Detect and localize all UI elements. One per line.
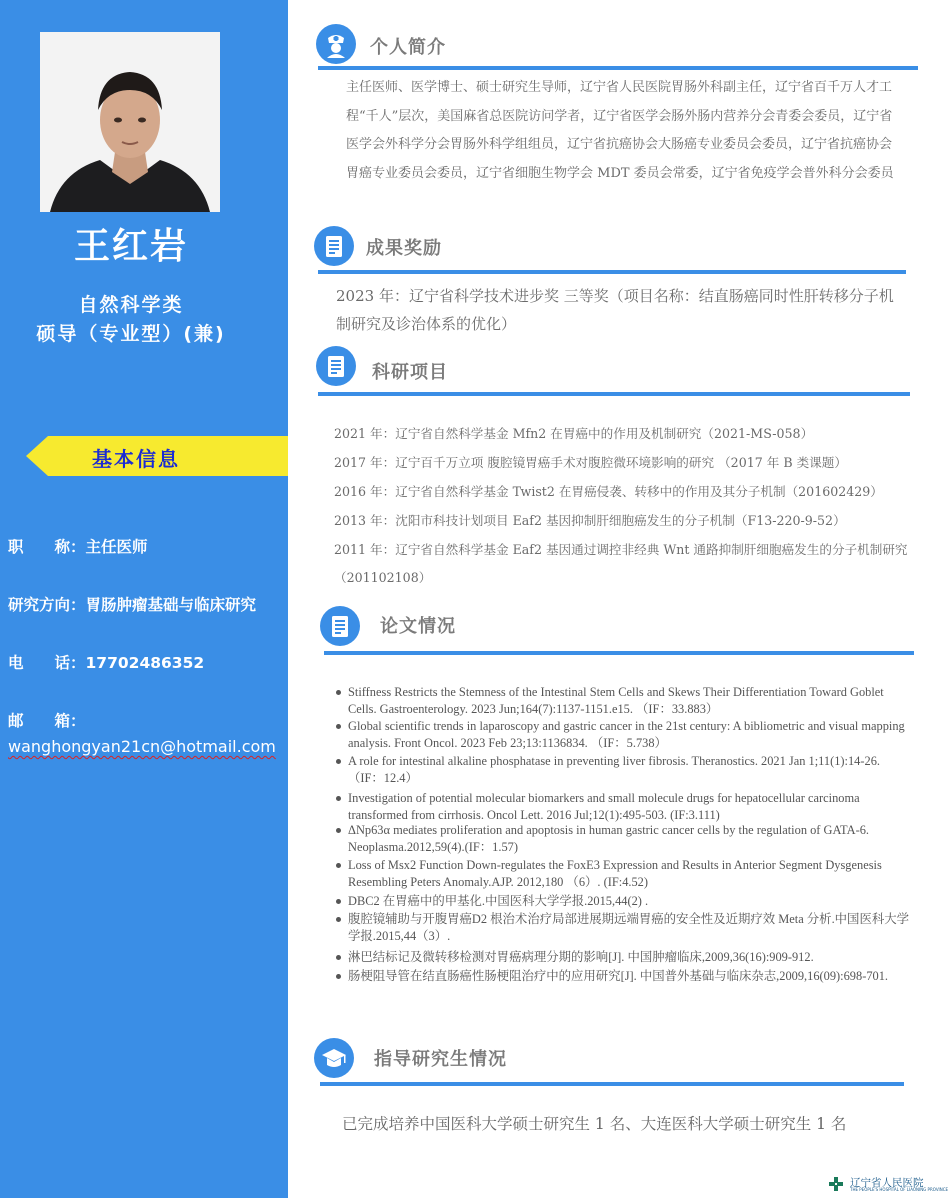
document-icon: [314, 226, 354, 266]
info-email-value[interactable]: [8, 737, 276, 756]
bio-section-rule: [318, 66, 918, 70]
info-label: 邮 箱：: [8, 712, 86, 730]
bio-section-title: 个人简介: [370, 37, 446, 58]
projects-section-rule: [318, 392, 910, 396]
sidebar: [0, 0, 288, 1198]
hospital-logo: [828, 1174, 948, 1196]
bullet-icon: [336, 955, 341, 960]
info-value: 胃肠肿瘤基础与临床研究: [85, 596, 257, 614]
hospital-logo-subtext: THE PEOPLE'S HOSPITAL OF LIAONING PROVINCE: [850, 1187, 948, 1192]
projects-section-title: 科研项目: [372, 362, 448, 383]
students-text: 已完成培养中国医科大学硕士研究生 1 名、大连医科大学硕士研究生 1 名: [342, 1115, 847, 1133]
graduation-cap-icon: [314, 1038, 354, 1078]
paper-item: Loss of Msx2 Function Down-regulates the FoxE3 Expression and Results in Anterior Segment Dysgenesis Resembling Peters Anomaly.AJP. 2012,180 （6）. (IF:4.52): [336, 857, 914, 890]
info-label: 研究方向：: [8, 596, 86, 614]
document-icon: [320, 606, 360, 646]
hospital-logo-text: 辽宁省人民医院: [850, 1177, 924, 1189]
awards-section-rule: [318, 270, 906, 274]
students-section-rule: [320, 1082, 904, 1086]
paper-item: ΔNp63α mediates proliferation and apoptosis in human gastric cancer cells by the regulation of GATA-6. Neoplasma.2012,59(4).(IF：1.57): [336, 822, 914, 855]
paper-item: Global scientific trends in laparoscopy and gastric cancer in the 21st century: A bibliometric and visual mapping analysis. Front Oncol. 2023 Feb 23;13:1136834. （IF：5.738）: [336, 718, 914, 751]
awards-section-title: 成果奖励: [366, 238, 442, 259]
paper-item: 腹腔镜辅助与开腹胃癌D2 根治术治疗局部进展期远端胃癌的安全性及近期疗效 Meta 分析.中国医科大学学报.2015,44（3）.: [336, 911, 914, 944]
project-item: 2011 年：辽宁省自然科学基金 Eaf2 基因通过调控非经典 Wnt 通路抑制肝细胞癌发生的分子机制研究（201102108）: [334, 542, 908, 585]
info-research-row: [8, 593, 256, 615]
info-label: 职 称：: [8, 538, 86, 556]
info-label: 电 话：: [8, 654, 86, 672]
award-text: 2023 年：辽宁省科学技术进步奖 三等奖（项目名称：结直肠癌同时性肝转移分子机制研究及诊治体系的优化）: [336, 287, 894, 333]
paper-item: DBC2 在胃癌中的甲基化.中国医科大学学报.2015,44(2) .: [336, 893, 914, 910]
email-link[interactable]: wanghongyan21cn@hotmail.com: [8, 737, 276, 756]
students-section-title: 指导研究生情况: [374, 1049, 507, 1070]
paper-item: Investigation of potential molecular biomarkers and small molecule drugs for hepatocellular carcinoma transformed from cirrhosis. Oncol Lett. 2016 Jul;12(1):495-503. (IF:3.111): [336, 790, 914, 823]
info-title-row: [8, 535, 148, 557]
info-value: 主任医师: [85, 538, 148, 556]
bullet-icon: [336, 899, 341, 904]
info-email-label-row: [8, 709, 86, 731]
project-item: 2013 年：沈阳市科技计划项目 Eaf2 基因抑制肝细胞癌发生的分子机制（F13-220-9-52）: [334, 513, 846, 528]
hospital-logo-icon: [828, 1176, 844, 1192]
info-phone-row: [8, 651, 204, 673]
info-value: 17702486352: [85, 654, 205, 672]
category-line: 自然科学类: [78, 294, 184, 316]
bullet-icon: [336, 690, 341, 695]
document-icon: [316, 346, 356, 386]
papers-section-title: 论文情况: [380, 616, 456, 637]
paper-item: 肠梗阻导管在结直肠癌性肠梗阻治疗中的应用研究[J]. 中国普外基础与临床杂志,2009,16(09):698-701.: [336, 968, 914, 985]
bullet-icon: [336, 724, 341, 729]
project-item: 2017 年：辽宁百千万立项 腹腔镜胃癌手术对腹腔微环境影响的研究 （2017 年 B 类课题）: [334, 455, 847, 470]
avatar: [40, 32, 220, 212]
paper-item: 淋巴结标记及微转移检测对胃癌病理分期的影响[J]. 中国肿瘤临床,2009,36(16):909-912.: [336, 949, 914, 966]
person-name: 王红岩: [73, 226, 188, 267]
bullet-icon: [336, 974, 341, 979]
papers-section-rule: [324, 651, 914, 655]
paper-item: A role for intestinal alkaline phosphatase in preventing liver fibrosis. Theranostics. 2021 Jan 1;11(1):14-26. （IF：12.4）: [336, 753, 914, 786]
paper-item: Stiffness Restricts the Stemness of the Intestinal Stem Cells and Skews Their Differentiation Toward Goblet Cells. Gastroenterology. 2023 Jun;164(7):1137-1151.e15. （IF：33.883）: [336, 684, 914, 717]
basic-info-heading: 基本信息: [92, 447, 180, 471]
project-item: 2016 年：辽宁省自然科学基金 Twist2 在胃癌侵袭、转移中的作用及其分子机制（201602429）: [334, 484, 883, 499]
supervisor-type-line: 硕导（专业型）(兼): [36, 323, 226, 345]
nurse-cap-icon: [316, 24, 356, 64]
bullet-icon: [336, 759, 341, 764]
bullet-icon: [336, 917, 341, 922]
bullet-icon: [336, 863, 341, 868]
project-item: 2021 年：辽宁省自然科学基金 Mfn2 在胃癌中的作用及机制研究（2021-MS-058）: [334, 426, 814, 441]
bio-text: 主任医师、医学博士、硕士研究生导师，辽宁省人民医院胃肠外科副主任，辽宁省百千万人才工程“千人”层次，美国麻省总医院访问学者，辽宁省医学会肠外肠内营养分会青委会委员，辽宁省医学会外科学分会胃肠外科学组组员，辽宁省抗癌协会大肠癌专业委员会委员，辽宁省抗癌协会胃癌专业委员会委员，辽宁省细胞生物学会 MDT 委员会常委，辽宁省免疫学会普外科分会委员: [346, 80, 894, 181]
bullet-icon: [336, 828, 341, 833]
bullet-icon: [336, 796, 341, 801]
